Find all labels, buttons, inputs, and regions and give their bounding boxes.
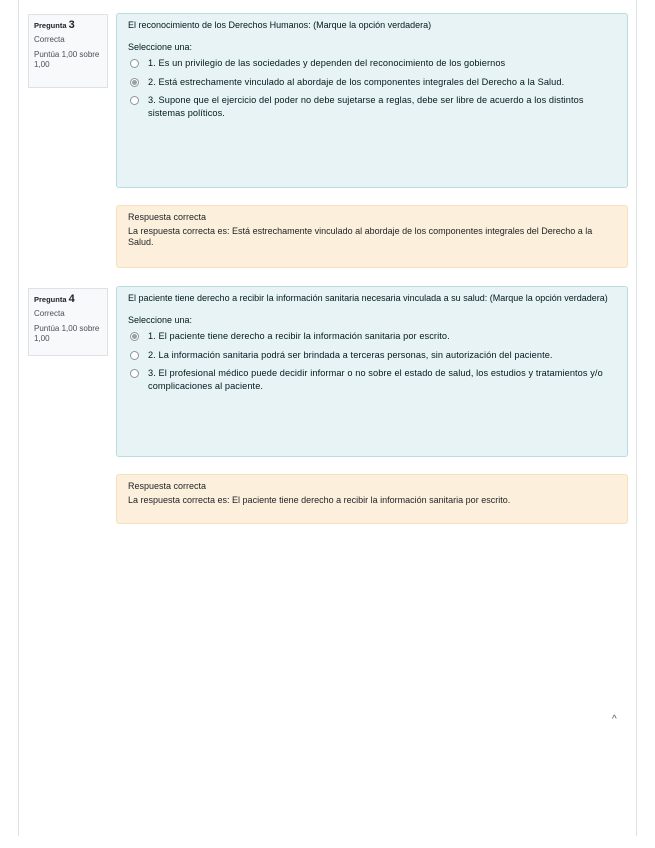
question-number: Pregunta 4 <box>34 293 75 305</box>
question-formulation-4 <box>116 286 628 457</box>
answer-option-2[interactable] <box>128 349 617 362</box>
question-feedback-3 <box>116 205 628 268</box>
question-number: Pregunta 3 <box>34 19 75 31</box>
question-info-3 <box>28 14 108 88</box>
radio-button[interactable] <box>130 369 139 378</box>
answer-option-1[interactable] <box>128 57 617 70</box>
answer-option-1[interactable] <box>128 330 617 343</box>
feedback-label: Respuesta correcta <box>128 481 207 491</box>
radio-button-selected[interactable] <box>130 332 139 341</box>
question-formulation-3 <box>116 13 628 188</box>
answer-prompt: Seleccione una: <box>128 315 193 326</box>
question-text: El paciente tiene derecho a recibir la información sanitaria necesaria vinculada a su salud: (Marque la opción verdadera) <box>128 293 608 303</box>
feedback-right-answer: La respuesta correcta es: Está estrechamente vinculado al abordaje de los componentes integrales del Derecho a la Salud. <box>128 225 593 248</box>
answer-option-2[interactable] <box>128 76 617 89</box>
option-label: 1. El paciente tiene derecho a recibir la información sanitaria por escrito. <box>148 331 450 342</box>
question-feedback-4 <box>116 474 628 524</box>
answer-options <box>128 330 617 393</box>
feedback-label: Respuesta correcta <box>128 212 207 222</box>
answer-options <box>128 57 617 120</box>
option-label: 2. Está estrechamente vinculado al abordaje de los componentes integrales del Derecho a la Salud. <box>148 76 565 87</box>
answer-option-3[interactable] <box>128 367 617 394</box>
feedback-right-answer: La respuesta correcta es: El paciente tiene derecho a recibir la información sanitaria por escrito. <box>128 494 511 505</box>
question-grade: Puntúa 1,00 sobre 1,00 <box>34 324 100 343</box>
radio-button[interactable] <box>130 59 139 68</box>
radio-button[interactable] <box>130 96 139 105</box>
question-state: Correcta <box>34 309 65 318</box>
question-state: Correcta <box>34 35 65 44</box>
answer-option-3[interactable] <box>128 94 617 121</box>
radio-button[interactable] <box>130 351 139 360</box>
option-label: 3. El profesional médico puede decidir informar o no sobre el estado de salud, los estudios y tratamientos y/o complicaciones al paciente. <box>148 367 603 392</box>
option-label: 2. La información sanitaria podrá ser brindada a terceras personas, sin autorización del paciente. <box>148 349 553 360</box>
option-label: 1. Es un privilegio de las sociedades y dependen del reconocimiento de los gobiernos <box>148 58 506 69</box>
question-text: El reconocimiento de los Derechos Humanos: (Marque la opción verdadera) <box>128 20 432 30</box>
question-grade: Puntúa 1,00 sobre 1,00 <box>34 50 100 69</box>
radio-button-selected[interactable] <box>130 78 139 87</box>
option-label: 3. Supone que el ejercicio del poder no debe sujetarse a reglas, debe ser libre de acuerdo a los distintos sistemas políticos. <box>148 94 584 119</box>
question-info-4 <box>28 288 108 356</box>
chevron-up-icon[interactable]: ^ <box>612 714 617 725</box>
answer-prompt: Seleccione una: <box>128 42 193 53</box>
